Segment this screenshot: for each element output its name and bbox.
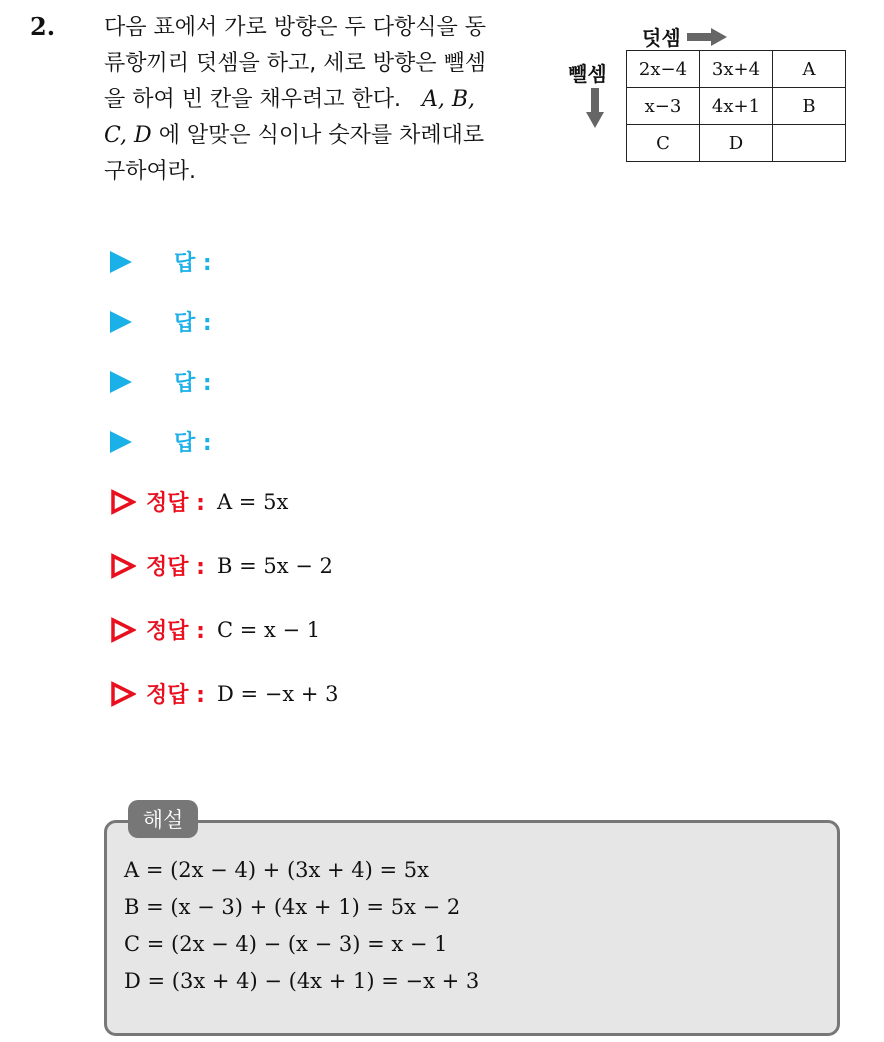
outline-triangle-icon — [110, 553, 136, 579]
correct-answer-row — [110, 614, 320, 645]
correct-value: B = 5x − 2 — [216, 553, 333, 578]
table-cell: B — [773, 88, 846, 125]
subtraction-label: 뺄셈 — [568, 62, 607, 86]
problem-line-5: 구하여라. — [104, 159, 197, 184]
explanation-line: D = (3x + 4) − (4x + 1) = −x + 3 — [124, 969, 480, 993]
problem-line-2: 류항끼리 덧셈을 하고, 세로 방향은 뺄셈 — [104, 51, 486, 76]
problem-line-4: 에 알맞은 식이나 숫자를 차례대로 — [158, 123, 485, 148]
table-cell: C — [627, 125, 700, 162]
play-triangle-icon — [110, 311, 132, 333]
outline-triangle-icon — [110, 681, 136, 707]
arrow-down-icon — [586, 88, 604, 128]
correct-label: 정답 : — [146, 555, 205, 580]
answer-label: 답 : — [174, 371, 212, 396]
table-cell-empty — [773, 125, 846, 162]
play-triangle-icon — [110, 251, 132, 273]
correct-answer-row — [110, 550, 333, 581]
outline-triangle-icon — [110, 617, 136, 643]
addition-label: 덧셈 — [642, 26, 681, 50]
problem-vars-a: A, B, — [421, 87, 476, 112]
correct-label: 정답 : — [146, 683, 205, 708]
operation-table — [626, 50, 846, 162]
problem-number: 2. — [30, 12, 56, 41]
correct-answer-row — [110, 678, 339, 709]
problem-text — [104, 10, 544, 190]
answer-row-4 — [110, 426, 212, 457]
correct-value: A = 5x — [216, 489, 289, 514]
answer-label: 답 : — [174, 431, 212, 456]
table-row — [627, 125, 846, 162]
arrow-right-icon — [687, 28, 727, 46]
correct-label: 정답 : — [146, 619, 205, 644]
explanation-tag: 해설 — [128, 800, 198, 838]
table-cell: A — [773, 51, 846, 88]
play-triangle-icon — [110, 431, 132, 453]
problem-line-3: 을 하여 빈 칸을 채우려고 한다. — [104, 87, 401, 112]
outline-triangle-icon — [110, 489, 136, 515]
answer-row-1 — [110, 246, 212, 277]
answer-row-2 — [110, 306, 212, 337]
correct-answer-row — [110, 486, 288, 517]
correct-label: 정답 : — [146, 491, 205, 516]
answer-label: 답 : — [174, 311, 212, 336]
table-cell: 2x−4 — [627, 51, 700, 88]
answer-row-3 — [110, 366, 212, 397]
problem-line-1: 다음 표에서 가로 방향은 두 다항식을 동 — [104, 15, 486, 40]
table-cell: 4x+1 — [700, 88, 773, 125]
explanation-line: C = (2x − 4) − (x − 3) = x − 1 — [124, 932, 448, 956]
explanation-line: B = (x − 3) + (4x + 1) = 5x − 2 — [124, 895, 461, 919]
table-cell: 3x+4 — [700, 51, 773, 88]
play-triangle-icon — [110, 371, 132, 393]
correct-value: C = x − 1 — [216, 617, 321, 642]
problem-vars-b: C, D — [104, 123, 152, 148]
table-row — [627, 88, 846, 125]
explanation-line: A = (2x − 4) + (3x + 4) = 5x — [124, 858, 430, 882]
table-row — [627, 51, 846, 88]
table-cell: D — [700, 125, 773, 162]
answer-label: 답 : — [174, 251, 212, 276]
explanation-text — [124, 852, 479, 1000]
correct-value: D = −x + 3 — [216, 681, 339, 706]
table-cell: x−3 — [627, 88, 700, 125]
addition-direction-label — [642, 22, 727, 51]
